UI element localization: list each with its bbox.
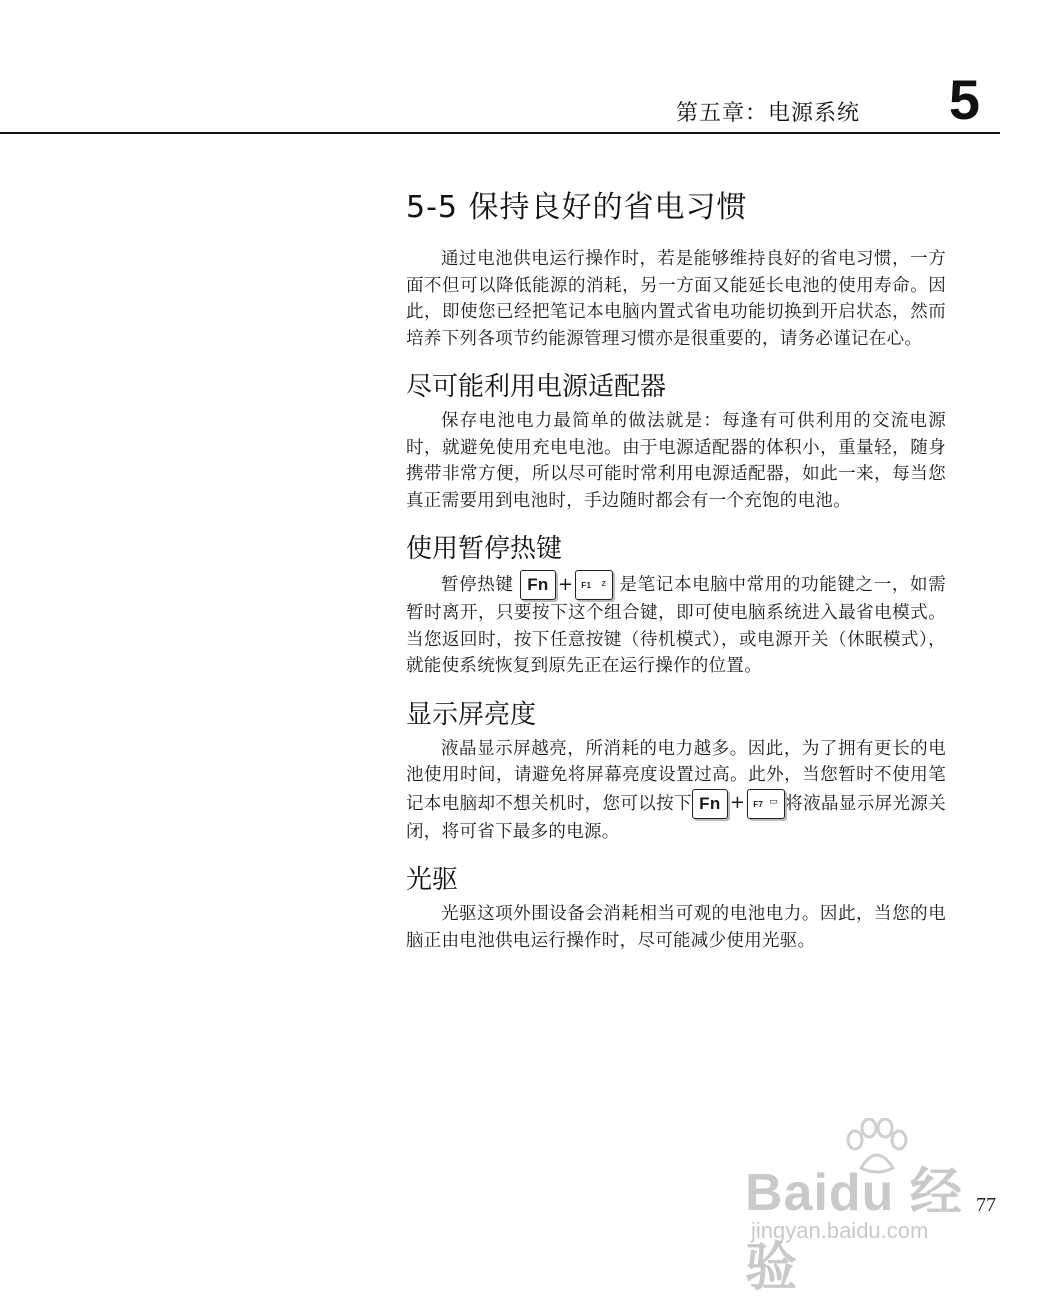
watermark-main-text: Baidu 经验 <box>745 1164 963 1297</box>
display-symbol: ▭ <box>769 796 779 806</box>
sleep-symbol: z <box>601 577 607 588</box>
watermark-url: jingyan.baidu.com <box>751 1218 929 1243</box>
chapter-number: 5 <box>948 68 980 131</box>
brightness-heading: 显示屏亮度 <box>406 699 537 730</box>
page-number: 77 <box>976 1194 996 1216</box>
baidu-watermark <box>745 1118 1005 1297</box>
f7-display-key-icon <box>747 789 785 819</box>
optical-heading: 光驱 <box>406 865 459 895</box>
brightness-paragraph <box>406 736 946 846</box>
intro-paragraph: 通过电池供电运行操作时，若是能够维持良好的省电习惯，一方面不但可以降低能源的消耗，另一方面又能延长电池的使用寿命。因此，即使您已经把笔记本电脑内置式省电功能切换到开启状态，然而培养下列各项节约能源管理习惯亦是很重要的，请务必谨记在心。 <box>406 249 946 349</box>
plus-sign: + <box>557 573 574 595</box>
page-header <box>0 0 1000 134</box>
f7-key-label: F7 <box>753 799 764 809</box>
adapter-heading: 尽可能利用电源适配器 <box>406 372 667 402</box>
fn-key-icon: Fn <box>692 789 728 819</box>
suspend-heading: 使用暂停热键 <box>406 534 563 564</box>
header-rule <box>0 132 1000 134</box>
suspend-paragraph <box>406 570 946 680</box>
page-content <box>406 186 946 954</box>
adapter-paragraph: 保存电池电力最简单的做法就是：每逢有可供利用的交流电源时，就避免使用充电电池。由于电源适配器的体积小，重量轻，随身携带非常方便，所以尽可能时常利用电源适配器，如此一来，每当您真正需要用到电池时，手边随时都会有一个充饱的电池。 <box>406 411 946 511</box>
f1-sleep-key-icon <box>575 570 613 600</box>
brightness-text-after: 将液晶显示屏光源关闭，将可省下最多的电源。 <box>406 793 946 842</box>
brightness-text-before: 液晶显示屏越亮，所消耗的电力越多。因此，为了拥有更长的电池使用时间，请避免将屏幕亮度设置过高。此外，当您暂时不使用笔记本电脑却不想关机时，您可以按下 <box>406 738 946 814</box>
f1-key-label: F1 <box>581 581 592 590</box>
suspend-text-after: 是笔记本电脑中常用的功能键之一，如需暂时离开，只要按下这个组合键，即可使电脑系统进入最省电模式。当您返回时，按下任意按键（待机模式），或电源开关（休眠模式），就能使系统恢复到原先正在运行操作的位置。 <box>406 575 946 676</box>
plus-sign: + <box>729 792 746 814</box>
chapter-title: 第五章：电源系统 <box>675 101 860 126</box>
section-title: 5-5 保持良好的省电习惯 <box>406 190 748 225</box>
optical-paragraph: 光驱这项外围设备会消耗相当可观的电池电力。因此，当您的电脑正由电池供电运行操作时，尽可能减少使用光驱。 <box>406 904 946 951</box>
fn-key-icon: Fn <box>520 570 556 600</box>
suspend-text-before: 暂停热键 <box>441 575 514 595</box>
